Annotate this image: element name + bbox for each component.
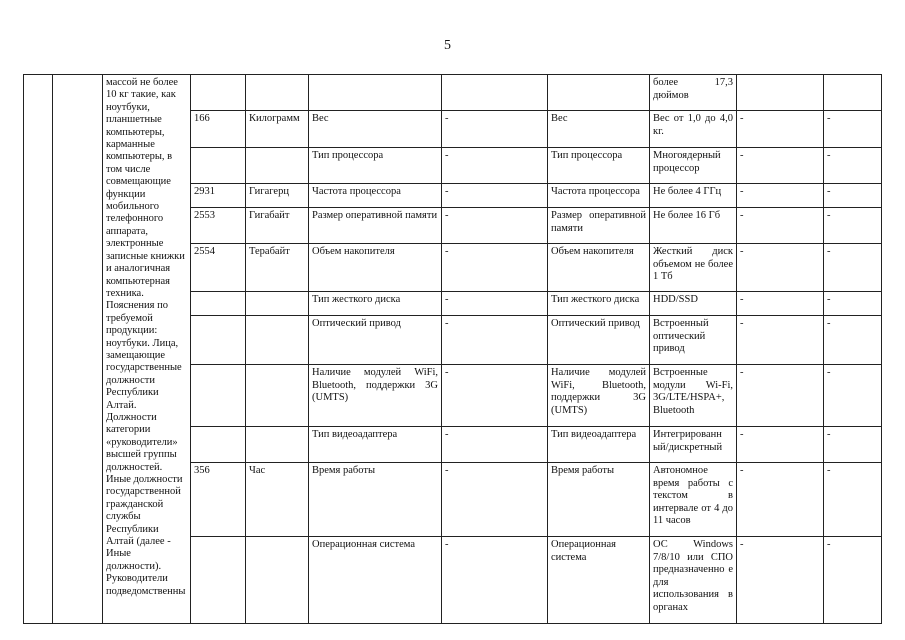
value-dash-cell: - — [442, 148, 548, 184]
value-dash-cell: - — [442, 184, 548, 208]
value-dash-cell: - — [442, 463, 548, 537]
characteristic-cell: Оптический привод — [309, 316, 442, 365]
unit-cell — [246, 292, 309, 316]
value-cell: ОС Windows 7/8/10 или СПО предназначенно е для использования в органах — [650, 537, 737, 624]
description-cell: массой не более 10 кг такие, как ноутбуки, планшетные компьютеры, карманные компьютеры, в том числе совмещающие функции мобильного телефонного аппарата, электронные записные книжки и аналогичная компьютерная техника. Пояснения по требуемой продукции: ноутбуки. Лица, замещающие государственные должности Республики Алтай. Должности категории «руководители» высшей группы должностей. Иные должности государственной гражданской службы Республики Алтай (далее - Иные должности). Руководители подведомственны — [103, 75, 191, 624]
dash-cell: - — [824, 537, 882, 624]
unit-cell: Гигагерц — [246, 184, 309, 208]
code-cell — [191, 365, 246, 427]
dash-cell: - — [824, 148, 882, 184]
code-cell: 2554 — [191, 244, 246, 292]
value-dash-cell: - — [442, 208, 548, 244]
characteristic2-cell: Частота процессора — [548, 184, 650, 208]
code-cell — [191, 316, 246, 365]
value-cell: Встроенные модули Wi-Fi, 3G/LTE/HSPA+, Bluetooth — [650, 365, 737, 427]
dash-cell: - — [824, 365, 882, 427]
dash-cell: - — [737, 244, 824, 292]
value-dash-cell: - — [442, 111, 548, 148]
dash-cell: - — [737, 316, 824, 365]
requirements-table — [23, 74, 882, 624]
code-cell: 2553 — [191, 208, 246, 244]
characteristic2-cell: Тип процессора — [548, 148, 650, 184]
characteristic-cell: Частота процессора — [309, 184, 442, 208]
unit-cell — [246, 537, 309, 624]
characteristic2-cell: Оптический привод — [548, 316, 650, 365]
value-cell: Не более 4 ГГц — [650, 184, 737, 208]
unit-cell — [246, 316, 309, 365]
characteristic2-cell: Время работы — [548, 463, 650, 537]
unit-cell: Час — [246, 463, 309, 537]
dash-cell: - — [824, 244, 882, 292]
dash-cell: - — [737, 184, 824, 208]
dash-cell: - — [737, 427, 824, 463]
dash-cell: - — [824, 184, 882, 208]
code-cell: 166 — [191, 111, 246, 148]
page-number: 5 — [444, 38, 451, 53]
characteristic2-cell: Наличие модулей WiFi, Bluetooth, поддержки 3G (UMTS) — [548, 365, 650, 427]
unit-cell — [246, 427, 309, 463]
code-cell — [191, 148, 246, 184]
characteristic2-cell — [548, 75, 650, 111]
characteristic-cell: Операционная система — [309, 537, 442, 624]
dash-cell — [824, 75, 882, 111]
characteristic-cell: Время работы — [309, 463, 442, 537]
unit-cell: Терабайт — [246, 244, 309, 292]
characteristic-cell: Тип жесткого диска — [309, 292, 442, 316]
dash-cell: - — [737, 208, 824, 244]
value-cell: Автономное время работы с текстом в интервале от 4 до 11 часов — [650, 463, 737, 537]
code-cell — [191, 292, 246, 316]
unit-cell — [246, 75, 309, 111]
code-cell — [191, 75, 246, 111]
characteristic2-cell: Вес — [548, 111, 650, 148]
dash-cell: - — [737, 148, 824, 184]
value-dash-cell: - — [442, 537, 548, 624]
characteristic2-cell: Размер оперативной памяти — [548, 208, 650, 244]
dash-cell: - — [737, 292, 824, 316]
dash-cell: - — [824, 316, 882, 365]
value-cell: Встроенный оптический привод — [650, 316, 737, 365]
dash-cell: - — [824, 111, 882, 148]
code-cell — [191, 537, 246, 624]
dash-cell: - — [824, 463, 882, 537]
characteristic-cell: Вес — [309, 111, 442, 148]
code-cell: 2931 — [191, 184, 246, 208]
characteristic-cell: Объем накопителя — [309, 244, 442, 292]
unit-cell — [246, 365, 309, 427]
characteristic-cell: Наличие модулей WiFi, Bluetooth, поддержки 3G (UMTS) — [309, 365, 442, 427]
dash-cell: - — [737, 537, 824, 624]
dash-cell: - — [824, 427, 882, 463]
value-dash-cell: - — [442, 365, 548, 427]
table-row — [24, 75, 882, 111]
dash-cell: - — [824, 292, 882, 316]
value-cell: Не более 16 Гб — [650, 208, 737, 244]
dash-cell: - — [737, 111, 824, 148]
value-dash-cell: - — [442, 292, 548, 316]
blank-cell-a — [24, 75, 53, 624]
value-cell: Многоядерный процессор — [650, 148, 737, 184]
characteristic2-cell: Тип видеоадаптера — [548, 427, 650, 463]
characteristic2-cell: Тип жесткого диска — [548, 292, 650, 316]
characteristic-cell: Размер оперативной памяти — [309, 208, 442, 244]
unit-cell — [246, 148, 309, 184]
value-cell: Вес от 1,0 до 4,0 кг. — [650, 111, 737, 148]
value-cell: HDD/SSD — [650, 292, 737, 316]
value-cell: более 17,3 дюймов — [650, 75, 737, 111]
dash-cell: - — [737, 365, 824, 427]
value-dash-cell — [442, 75, 548, 111]
value-dash-cell: - — [442, 244, 548, 292]
unit-cell: Килограмм — [246, 111, 309, 148]
characteristic2-cell: Объем накопителя — [548, 244, 650, 292]
code-cell — [191, 427, 246, 463]
dash-cell — [737, 75, 824, 111]
blank-cell-b — [53, 75, 103, 624]
characteristic-cell: Тип видеоадаптера — [309, 427, 442, 463]
value-cell: Жесткий диск объемом не более 1 Тб — [650, 244, 737, 292]
value-cell: Интегрированн ый/дискретный — [650, 427, 737, 463]
characteristic2-cell: Операционная система — [548, 537, 650, 624]
unit-cell: Гигабайт — [246, 208, 309, 244]
characteristic-cell — [309, 75, 442, 111]
value-dash-cell: - — [442, 427, 548, 463]
code-cell: 356 — [191, 463, 246, 537]
characteristic-cell: Тип процессора — [309, 148, 442, 184]
dash-cell: - — [824, 208, 882, 244]
dash-cell: - — [737, 463, 824, 537]
value-dash-cell: - — [442, 316, 548, 365]
